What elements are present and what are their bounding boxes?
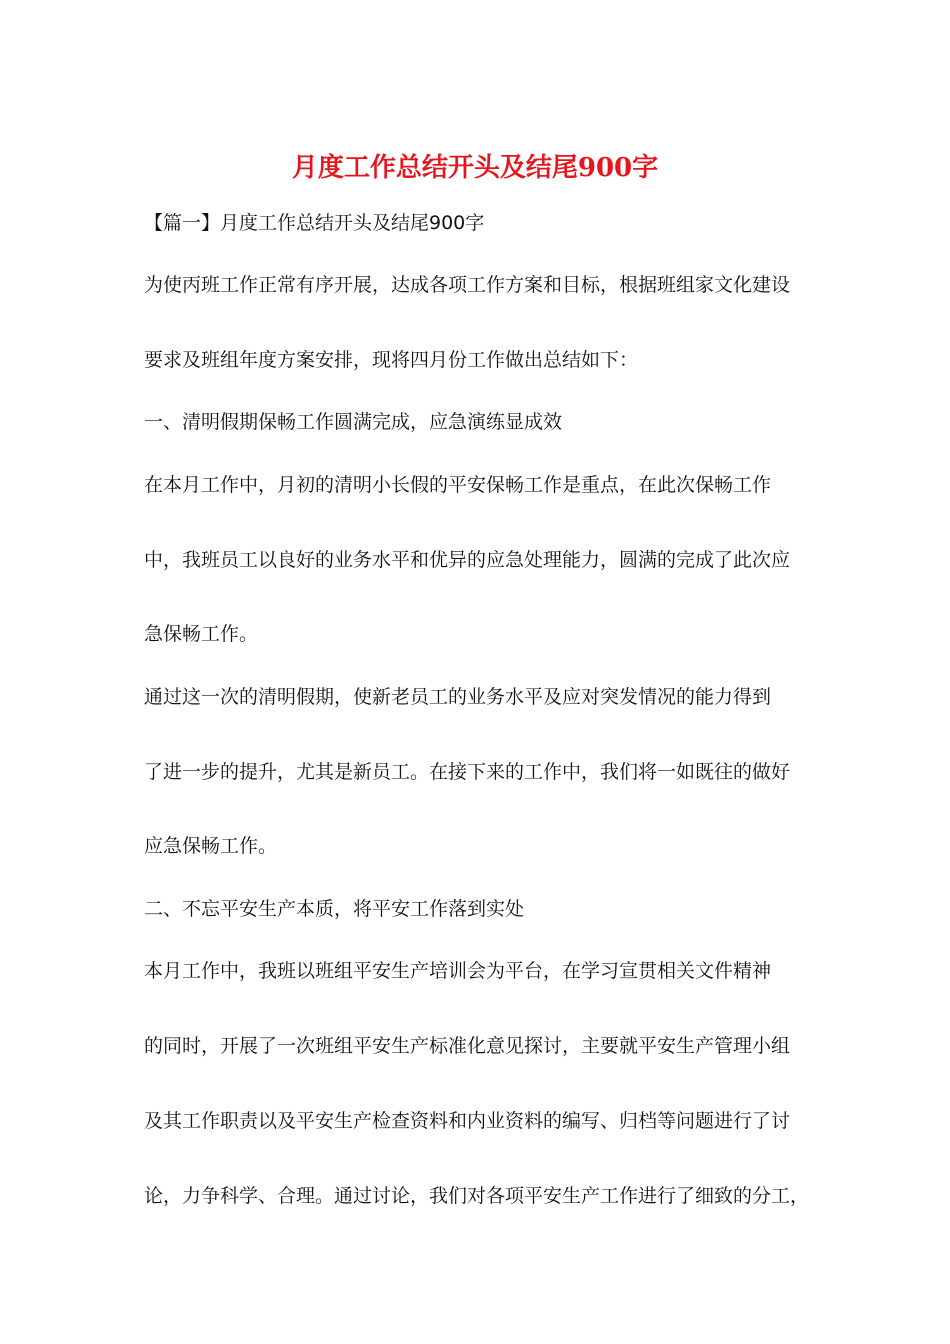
paragraph-line: 本月工作中，我班以班组平安生产培训会为平台，在学习宣贯相关文件精神	[144, 960, 772, 982]
paragraph-line: 要求及班组年度方案安排，现将四月份工作做出总结如下：	[144, 349, 639, 371]
paragraph-line: 中，我班员工以良好的业务水平和优异的应急处理能力，圆满的完成了此次应	[144, 549, 791, 571]
paragraph-line: 为使丙班工作正常有序开展，达成各项工作方案和目标，根据班组家文化建设	[144, 274, 791, 296]
paragraph-line: 在本月工作中，月初的清明小长假的平安保畅工作是重点，在此次保畅工作	[144, 474, 772, 496]
paragraph-line: 应急保畅工作。	[144, 835, 278, 857]
paragraph-line: 的同时，开展了一次班组平安生产标准化意见探讨，主要就平安生产管理小组	[144, 1035, 791, 1057]
paragraph-line: 通过这一次的清明假期，使新老员工的业务水平及应对突发情况的能力得到	[144, 686, 772, 708]
paragraph-line: 急保畅工作。	[144, 623, 259, 645]
subheading: 一、清明假期保畅工作圆满完成，应急演练显成效	[144, 411, 563, 433]
paragraph-line: 论，力争科学、合理。通过讨论，我们对各项平安生产工作进行了细致的分工，	[144, 1185, 810, 1207]
paragraph-line: 了进一步的提升，尤其是新员工。在接下来的工作中，我们将一如既往的做好	[144, 761, 791, 783]
paragraph-line: 及其工作职责以及平安生产检查资料和内业资料的编写、归档等问题进行了讨	[144, 1110, 791, 1132]
document-title: 月度工作总结开头及结尾900字	[291, 153, 659, 183]
subheading: 二、不忘平安生产本质，将平安工作落到实处	[144, 898, 525, 920]
section-heading: 【篇一】月度工作总结开头及结尾900字	[144, 212, 485, 234]
